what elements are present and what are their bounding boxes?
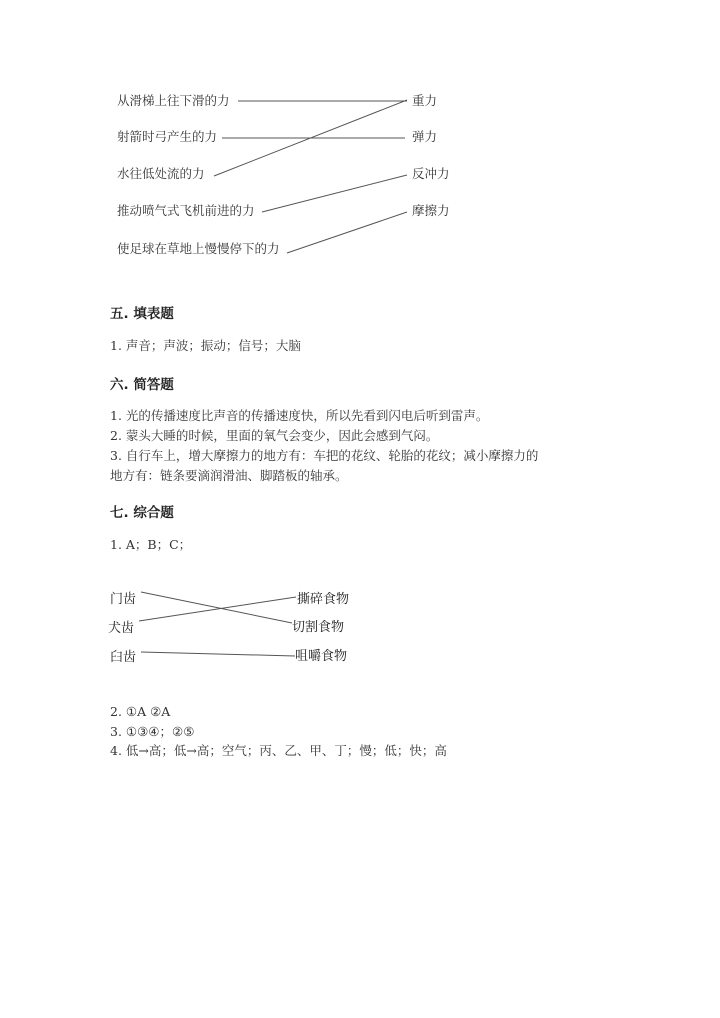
- force-right-3: 反冲力: [412, 166, 450, 181]
- force-left-5: 使足球在草地上慢慢停下的力: [117, 241, 280, 256]
- force-left-4: 推动喷气式飞机前进的力: [117, 203, 255, 218]
- section-7-answer-4: 4. 低→高；低→高；空气；丙、乙、甲、丁；慢；低；快；高: [110, 743, 447, 758]
- force-left-2: 射箭时弓产生的力: [117, 129, 218, 144]
- section-5-title: 五. 填表题: [110, 306, 174, 322]
- match-line: [287, 212, 407, 253]
- section-7-title: 七. 综合题: [110, 505, 174, 521]
- tooth-canine: 犬齿: [108, 621, 135, 636]
- teeth-line: [141, 592, 292, 623]
- section-5-answer: 1. 声音；声波；振动；信号；大脑: [110, 338, 301, 353]
- force-left-3: 水往低处流的力: [117, 166, 205, 181]
- section-6-title: 六. 简答题: [110, 377, 174, 393]
- section-6-answer-1: 1. 光的传播速度比声音的传播速度快，所以先看到闪电后听到雷声。: [110, 408, 489, 423]
- force-right-1: 重力: [412, 93, 438, 108]
- section-6-answer-2: 2. 蒙头大睡的时候，里面的氧气会变少，因此会感到气闷。: [110, 428, 439, 443]
- function-tear: 撕碎食物: [297, 592, 350, 607]
- force-right-2: 弹力: [412, 129, 438, 144]
- match-line: [262, 175, 407, 212]
- section-6-answer-3: 3. 自行车上，增大摩擦力的地方有：车把的花纹、轮胎的花纹；减小摩擦力的: [110, 448, 539, 463]
- function-chew: 咀嚼食物: [295, 649, 348, 664]
- force-right-4: 摩擦力: [412, 203, 450, 218]
- section-7-answer-3: 3. ①③④；②⑤: [110, 724, 195, 739]
- teeth-line: [139, 597, 296, 621]
- section-7-answer-1: 1. A；B；C；: [110, 537, 192, 552]
- section-7-answer-2: 2. ①A ②A: [110, 704, 171, 719]
- tooth-molar: 臼齿: [110, 650, 137, 665]
- section-6-answer-3-cont: 地方有：链条要滴润滑油、脚踏板的轴承。: [110, 468, 348, 483]
- tooth-incisor: 门齿: [110, 592, 137, 607]
- teeth-line: [141, 652, 295, 656]
- force-left-1: 从滑梯上往下滑的力: [117, 93, 230, 108]
- function-cut: 切割食物: [292, 620, 345, 635]
